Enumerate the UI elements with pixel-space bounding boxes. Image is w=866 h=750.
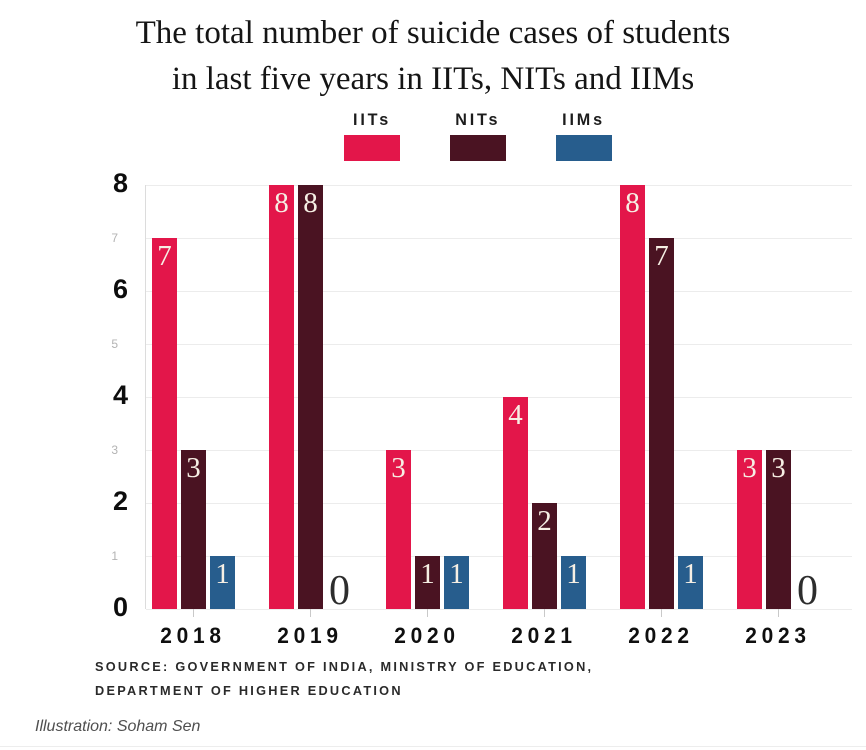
bar-group-2019 xyxy=(269,185,352,614)
legend-label-nits: NITs xyxy=(455,110,501,129)
bar-iims-2020 xyxy=(444,556,469,609)
bar-nits-2023 xyxy=(766,450,791,609)
legend-item-iims xyxy=(556,110,612,161)
legend-swatch-iims xyxy=(556,135,612,161)
source-line1: SOURCE: GOVERNMENT OF INDIA, MINISTRY OF EDUCATION, xyxy=(95,659,594,674)
x-axis-label-2020: 2020 xyxy=(394,623,460,648)
bar-value-label: 8 xyxy=(303,187,318,219)
bar-iits-2021 xyxy=(503,397,528,609)
plot-area xyxy=(145,185,852,648)
bar-nits-2020 xyxy=(415,556,440,609)
bar-iits-2018 xyxy=(152,238,177,609)
bar-iits-2020 xyxy=(386,450,411,609)
bar-value-label: 1 xyxy=(449,558,464,590)
bar-value-label: 3 xyxy=(742,452,757,484)
bar-group-2020 xyxy=(386,185,469,609)
legend-swatch-iits xyxy=(344,135,400,161)
source-note xyxy=(95,655,593,703)
x-axis-tick xyxy=(661,609,662,617)
bar-group-2023 xyxy=(737,185,820,614)
bar-nits-2021 xyxy=(532,503,557,609)
zero-value-label: 0 xyxy=(797,568,818,614)
y-axis-label: 4 xyxy=(112,379,128,410)
bar-iims-2022 xyxy=(678,556,703,609)
gridline xyxy=(146,609,852,610)
bar-value-label: 1 xyxy=(566,558,581,590)
bar-nits-2022 xyxy=(649,238,674,609)
bar-value-label: 1 xyxy=(215,558,230,590)
zero-value-label: 0 xyxy=(329,568,350,614)
y-axis-label: 6 xyxy=(112,273,128,304)
bar-value-label: 4 xyxy=(508,399,523,431)
bar-nits-2019 xyxy=(298,185,323,609)
source-line2: DEPARTMENT OF HIGHER EDUCATION xyxy=(95,683,403,698)
bar-value-label: 1 xyxy=(683,558,698,590)
y-axis-label: 2 xyxy=(112,485,128,516)
bar-group-2022 xyxy=(620,185,703,609)
x-axis-label-2021: 2021 xyxy=(511,623,577,648)
chart-title-line2: in last five years in IITs, NITs and IIMs xyxy=(171,61,695,97)
legend-label-iits: IITs xyxy=(352,110,392,129)
x-axis-tick xyxy=(544,609,545,617)
x-axis-tick xyxy=(193,609,194,617)
chart-title-line1: The total number of suicide cases of students xyxy=(135,15,731,51)
bar-nits-2018 xyxy=(181,450,206,609)
legend-item-iits xyxy=(344,110,400,161)
bar-iits-2023 xyxy=(737,450,762,609)
bar-iits-2022 xyxy=(620,185,645,609)
chart-title xyxy=(0,10,866,102)
y-axis-label: 8 xyxy=(112,167,128,198)
bar-value-label: 7 xyxy=(157,240,172,272)
bar-group-2021 xyxy=(503,185,586,609)
bar-value-label: 7 xyxy=(654,240,669,272)
bar-value-label: 3 xyxy=(771,452,786,484)
y-axis-label: 0 xyxy=(112,591,128,622)
x-axis-tick xyxy=(778,609,779,617)
bar-iims-2021 xyxy=(561,556,586,609)
bar-iims-2018 xyxy=(210,556,235,609)
bottom-divider xyxy=(0,746,866,747)
bar-value-label: 2 xyxy=(537,505,552,537)
legend-label-iims: IIMs xyxy=(562,110,606,129)
bar-value-label: 3 xyxy=(186,452,201,484)
bar-value-label: 1 xyxy=(420,558,435,590)
bar-value-label: 3 xyxy=(391,452,406,484)
y-axis xyxy=(0,167,140,622)
x-axis-tick xyxy=(310,609,311,617)
x-axis-label-2018: 2018 xyxy=(160,623,226,648)
bar-group-2018 xyxy=(152,185,235,609)
bar-value-label: 8 xyxy=(625,187,640,219)
legend xyxy=(344,110,612,161)
legend-item-nits xyxy=(450,110,506,161)
illustration-credit: Illustration: Soham Sen xyxy=(35,718,201,735)
legend-swatch-nits xyxy=(450,135,506,161)
y-axis-label: 3 xyxy=(111,443,118,457)
x-axis-label-2019: 2019 xyxy=(277,623,343,648)
x-axis-tick xyxy=(427,609,428,617)
bar-iits-2019 xyxy=(269,185,294,609)
y-axis-label: 5 xyxy=(111,337,118,351)
y-axis-label: 1 xyxy=(111,549,118,563)
y-axis-label: 7 xyxy=(111,231,118,245)
bar-value-label: 8 xyxy=(274,187,289,219)
x-axis-label-2022: 2022 xyxy=(628,623,694,648)
x-axis-label-2023: 2023 xyxy=(745,623,811,648)
